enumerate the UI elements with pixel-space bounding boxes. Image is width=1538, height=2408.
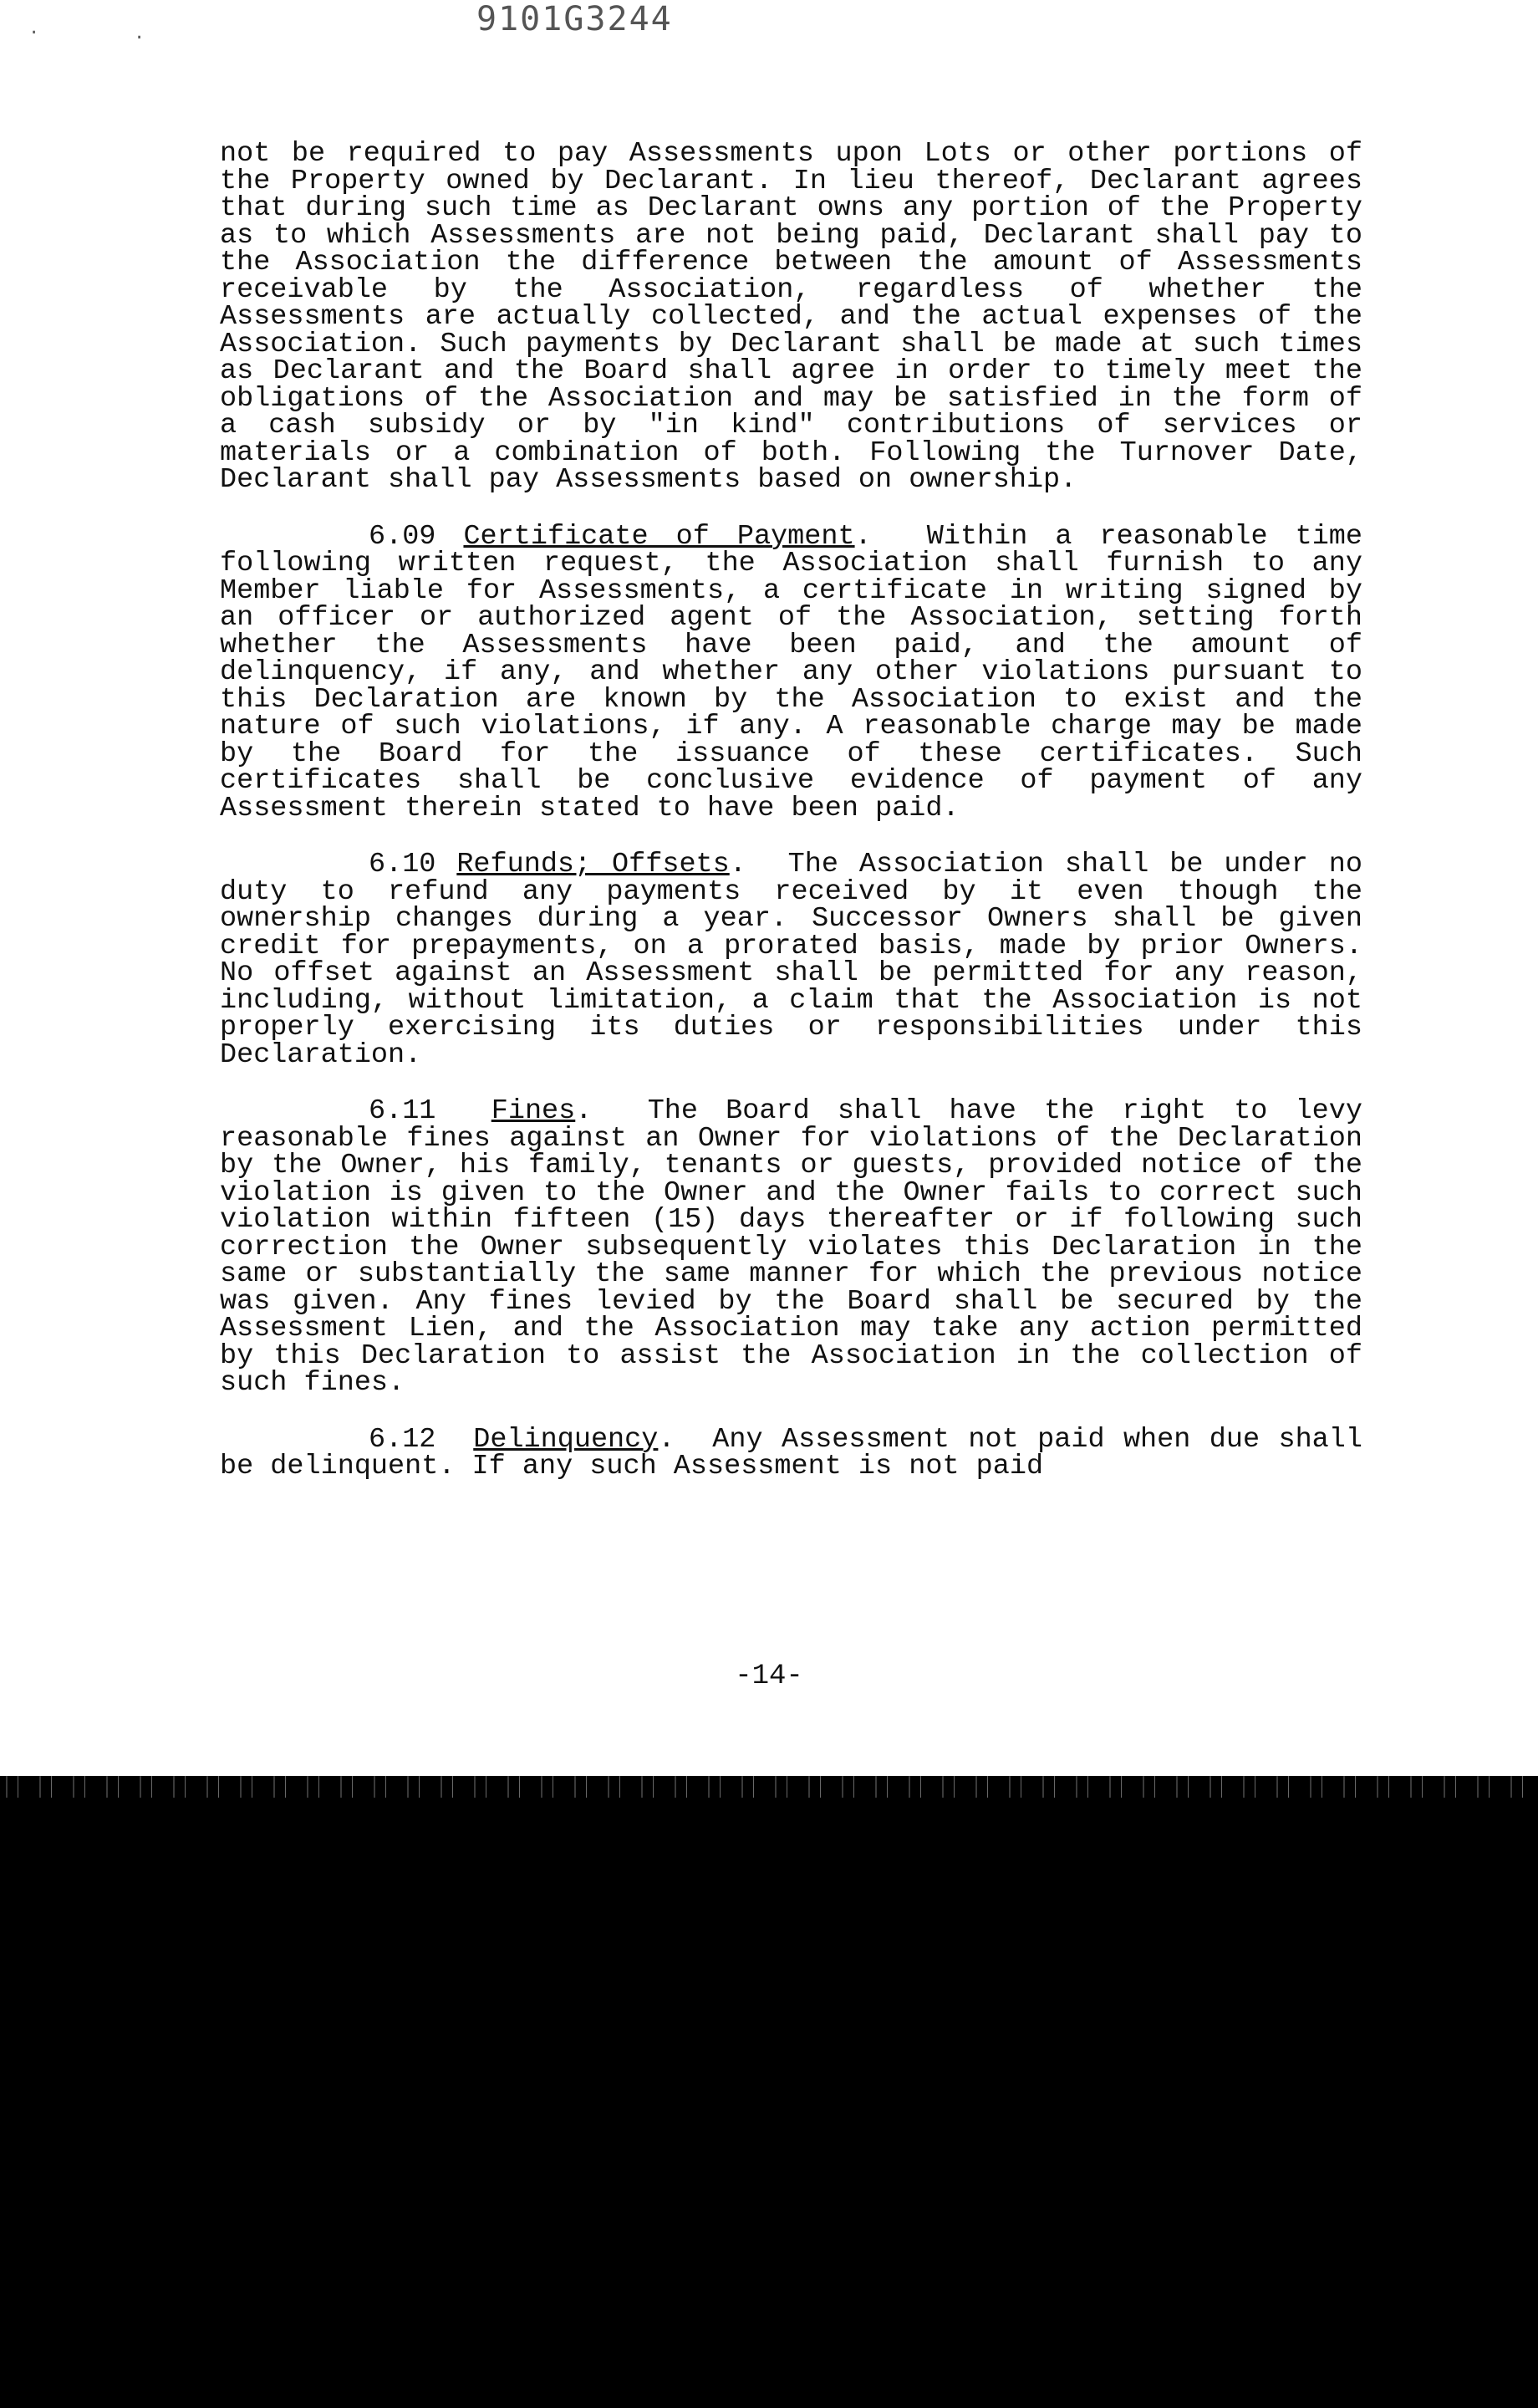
- section-text: The Board shall have the right to levy reasonable fines against an Owner for violations of the Declaration by the Owner, his family, tenants or guests, provided notice of the violation is given to the Owner and the Owner fails to correct such violation within fifteen (15) days thereafter or if following such correction the Owner subsequently violates this Declaration in the same or substantially the same manner for which the previous notice was given. Any fines levied by the Board shall be secured by the Assessment Lien, and the Association may take any action permitted by this Declaration to assist the Association in the collection of such fines.: [220, 1095, 1362, 1399]
- section-number: 6.10: [369, 849, 436, 880]
- scan-mark: .: [28, 18, 40, 39]
- section-text: Within a reasonable time following written request, the Association shall furnish to any Member liable for Assessments, a certificate in writing signed by an officer or authorized agent of the Association, setting forth whether the Assessments have been paid, and the amount of delinquency, if any, and whether any other violations pursuant to this Declaration are known by the Association to exist and the nature of such violations, if any. A reasonable charge may be made by the Board for the issuance of these certificates. Such certificates shall be conclusive evidence of payment of any Assessment therein stated to have been paid.: [220, 520, 1362, 824]
- section-heading: Certificate of Payment: [463, 520, 855, 553]
- section-6-10: 6.10 Refunds; Offsets. The Association shall be under no duty to refund any payments received by it even though the ownership changes during a year. Successor Owners shall be given credit for prepayments, on a prorated basis, made by prior Owners. No offset against an Assessment shall be permitted for any reason, including, without limitation, a claim that the Association is not properly exercising its duties or responsibilities under this Declaration.: [220, 849, 1362, 1071]
- section-6-12: 6.12 Delinquency. Any Assessment not paid when due shall be delinquent. If any such Assessment is not paid: [220, 1423, 1362, 1482]
- intro-paragraph: not be required to pay Assessments upon Lots or other portions of the Property owned by Declarant. In lieu thereof, Declarant agrees that during such time as Declarant owns any portion of the Property as to which Assessments are not being paid, Declarant shall pay to the Association the difference between the amount of Assessments receivable by the Association, regardless of whether the Assessments are actually collected, and the actual expenses of the Association. Such payments by Declarant shall be made at such times as Declarant and the Board shall agree in order to timely meet the obligations of the Association and may be satisfied in the form of a cash subsidy or by "in kind" contributions of services or materials or a combination of both. Following the Turnover Date, Declarant shall pay Assessments based on ownership.: [220, 138, 1362, 496]
- section-text: Any Assessment not paid when due shall be delinquent. If any such Assessment is not paid: [220, 1423, 1362, 1482]
- scan-noise-edge: [0, 1776, 1538, 1798]
- section-heading: Fines: [491, 1095, 576, 1127]
- document-body: [220, 140, 1362, 1481]
- section-heading: Refunds; Offsets: [456, 849, 730, 880]
- scan-black-band: [0, 1776, 1538, 2408]
- scan-mark: .: [134, 23, 145, 44]
- section-number: 6.11: [369, 1095, 436, 1127]
- section-6-11: 6.11 Fines. The Board shall have the right to levy reasonable fines against an Owner for violations of the Declaration by the Owner, his family, tenants or guests, provided notice of the violation is given to the Owner and the Owner fails to correct such violation within fifteen (15) days thereafter or if following such correction the Owner subsequently violates this Declaration in the same or substantially the same manner for which the previous notice was given. Any fines levied by the Board shall be secured by the Assessment Lien, and the Association may take any action permitted by this Declaration to assist the Association in the collection of such fines.: [220, 1095, 1362, 1399]
- section-heading: Delinquency: [473, 1423, 659, 1456]
- section-text: The Association shall be under no duty to refund any payments received by it even though the ownership changes during a year. Successor Owners shall be given credit for prepayments, on a prorated basis, made by prior Owners. No offset against an Assessment shall be permitted for any reason, including, without limitation, a claim that the Association is not properly exercising its duties or responsibilities under this Declaration.: [220, 849, 1362, 1071]
- section-number: 6.12: [369, 1423, 436, 1456]
- page-number: -14-: [735, 1661, 803, 1692]
- document-number-stamp: 9101G3244: [476, 0, 673, 38]
- section-6-09: 6.09 Certificate of Payment. Within a reasonable time following written request, the Association shall furnish to any Member liable for Assessments, a certificate in writing signed by an officer or authorized agent of the Association, setting forth whether the Assessments have been paid, and the amount of delinquency, if any, and whether any other violations pursuant to this Declaration are known by the Association to exist and the nature of such violations, if any. A reasonable charge may be made by the Board for the issuance of these certificates. Such certificates shall be conclusive evidence of payment of any Assessment therein stated to have been paid.: [220, 520, 1362, 824]
- section-number: 6.09: [369, 520, 436, 553]
